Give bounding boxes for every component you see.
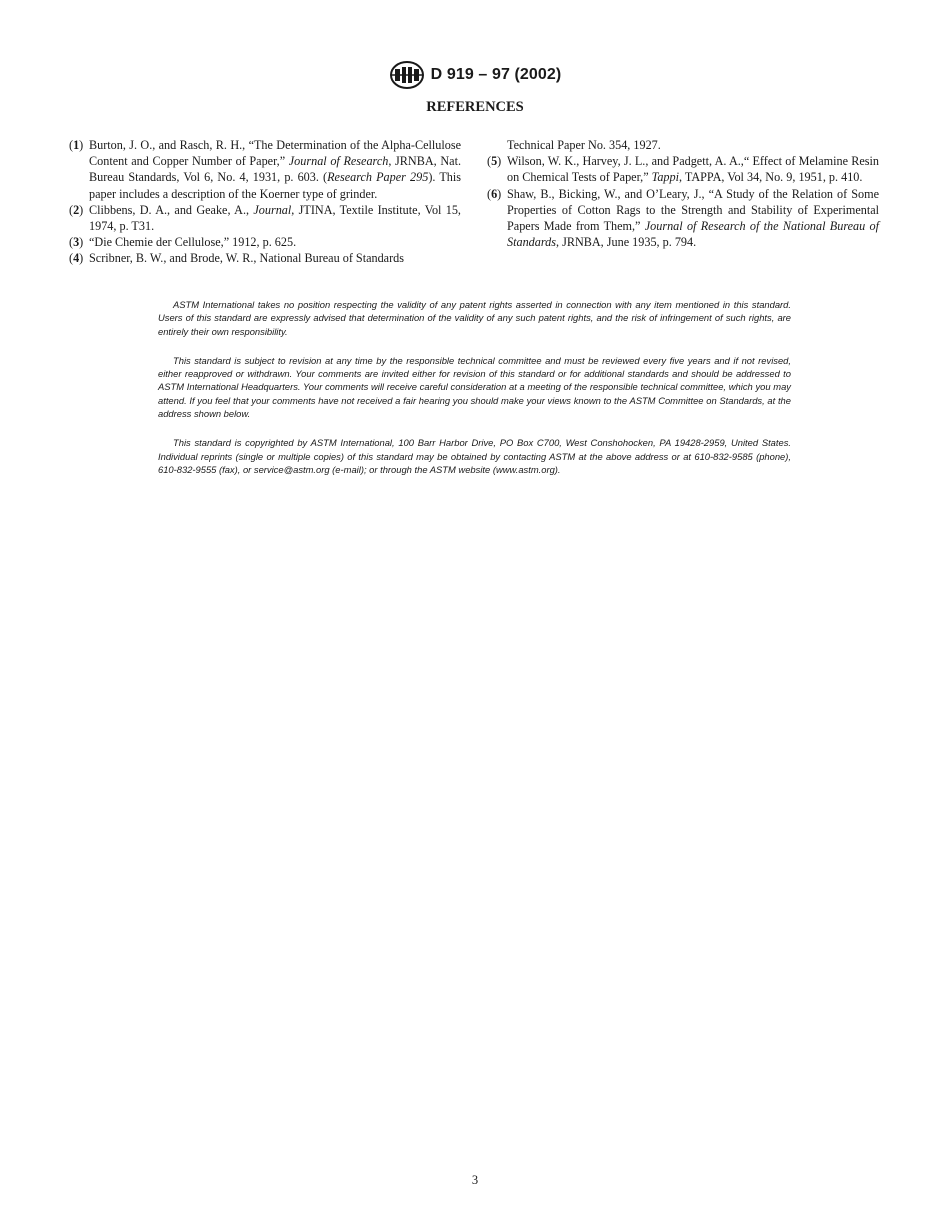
astm-logo-icon (389, 60, 425, 90)
references-column-right (487, 137, 879, 250)
reference-item: (4) Scribner, B. W., and Brode, W. R., National Bureau of Standards (69, 251, 404, 266)
reference-item: (1) Burton, J. O., and Rasch, R. H., “The Determination of the Alpha-Cellulose Content and Copper Number of Paper,” Journal of Research, JRNBA, Nat. Bureau Standards, Vol 6, No. 4, 1931, p. 603. (Research Paper 295). This paper includes a description of the Koerner type of grinder. (69, 138, 461, 201)
reference-item: (5) Wilson, W. K., Harvey, J. L., and Padgett, A. A.,“ Effect of Melamine Resin on Chemical Tests of Paper,” Tappi, TAPPA, Vol 34, No. 9, 1951, p. 410. (487, 154, 879, 185)
page-header (0, 60, 950, 95)
references-column-left (69, 137, 461, 267)
standard-designation: D 919 – 97 (2002) (430, 66, 562, 83)
patent-notice: ASTM International takes no position respecting the validity of any patent rights asserted in connection with any item mentioned in this standard. Users of this standard are expressly advised that determination of the validity of any such patent rights, and the risk of infringement of such rights, are entirely their own responsibility. (158, 299, 791, 337)
reference-item: (3) “Die Chemie der Cellulose,” 1912, p. 625. (69, 235, 297, 250)
copyright-notice: This standard is copyrighted by ASTM International, 100 Barr Harbor Drive, PO Box C700, West Conshohocken, PA 19428-2959, United States. Individual reprints (single or multiple copies) of this standard may be obtained by contacting ASTM at the above address or at 610-832-9585 (phone), 610-832-9555 (fax), or service@astm.org (e-mail); or through the ASTM website (www.astm.org). (158, 437, 791, 475)
reference-continuation: Technical Paper No. 354, 1927. (507, 138, 661, 152)
legal-notices (158, 298, 791, 492)
reference-item: (2) Clibbens, D. A., and Geake, A., Journal, JTINA, Textile Institute, Vol 15, 1974, p. T31. (69, 202, 461, 234)
revision-notice: This standard is subject to revision at any time by the responsible technical committee and must be reviewed every five years and if not revised, either reapproved or withdrawn. Your comments are invited either for revision of this standard or for additional standards and should be addressed to ASTM International Headquarters. Your comments will receive careful consideration at a meeting of the responsible technical committee, which you may attend. If you feel that your comments have not received a fair hearing you should make your views known to the ASTM Committee on Standards, at the address shown below. (158, 354, 791, 420)
reference-item: (6) Shaw, B., Bicking, W., and O’Leary, J., “A Study of the Relation of Some Properties of Cotton Rags to the Strength and Stability of Experimental Papers Made from Them,” Journal of Research of the National Bureau of Standards, JRNBA, June 1935, p. 794. (487, 186, 879, 250)
references-heading: REFERENCES (426, 99, 524, 115)
page-number: 3 (471, 1173, 479, 1187)
